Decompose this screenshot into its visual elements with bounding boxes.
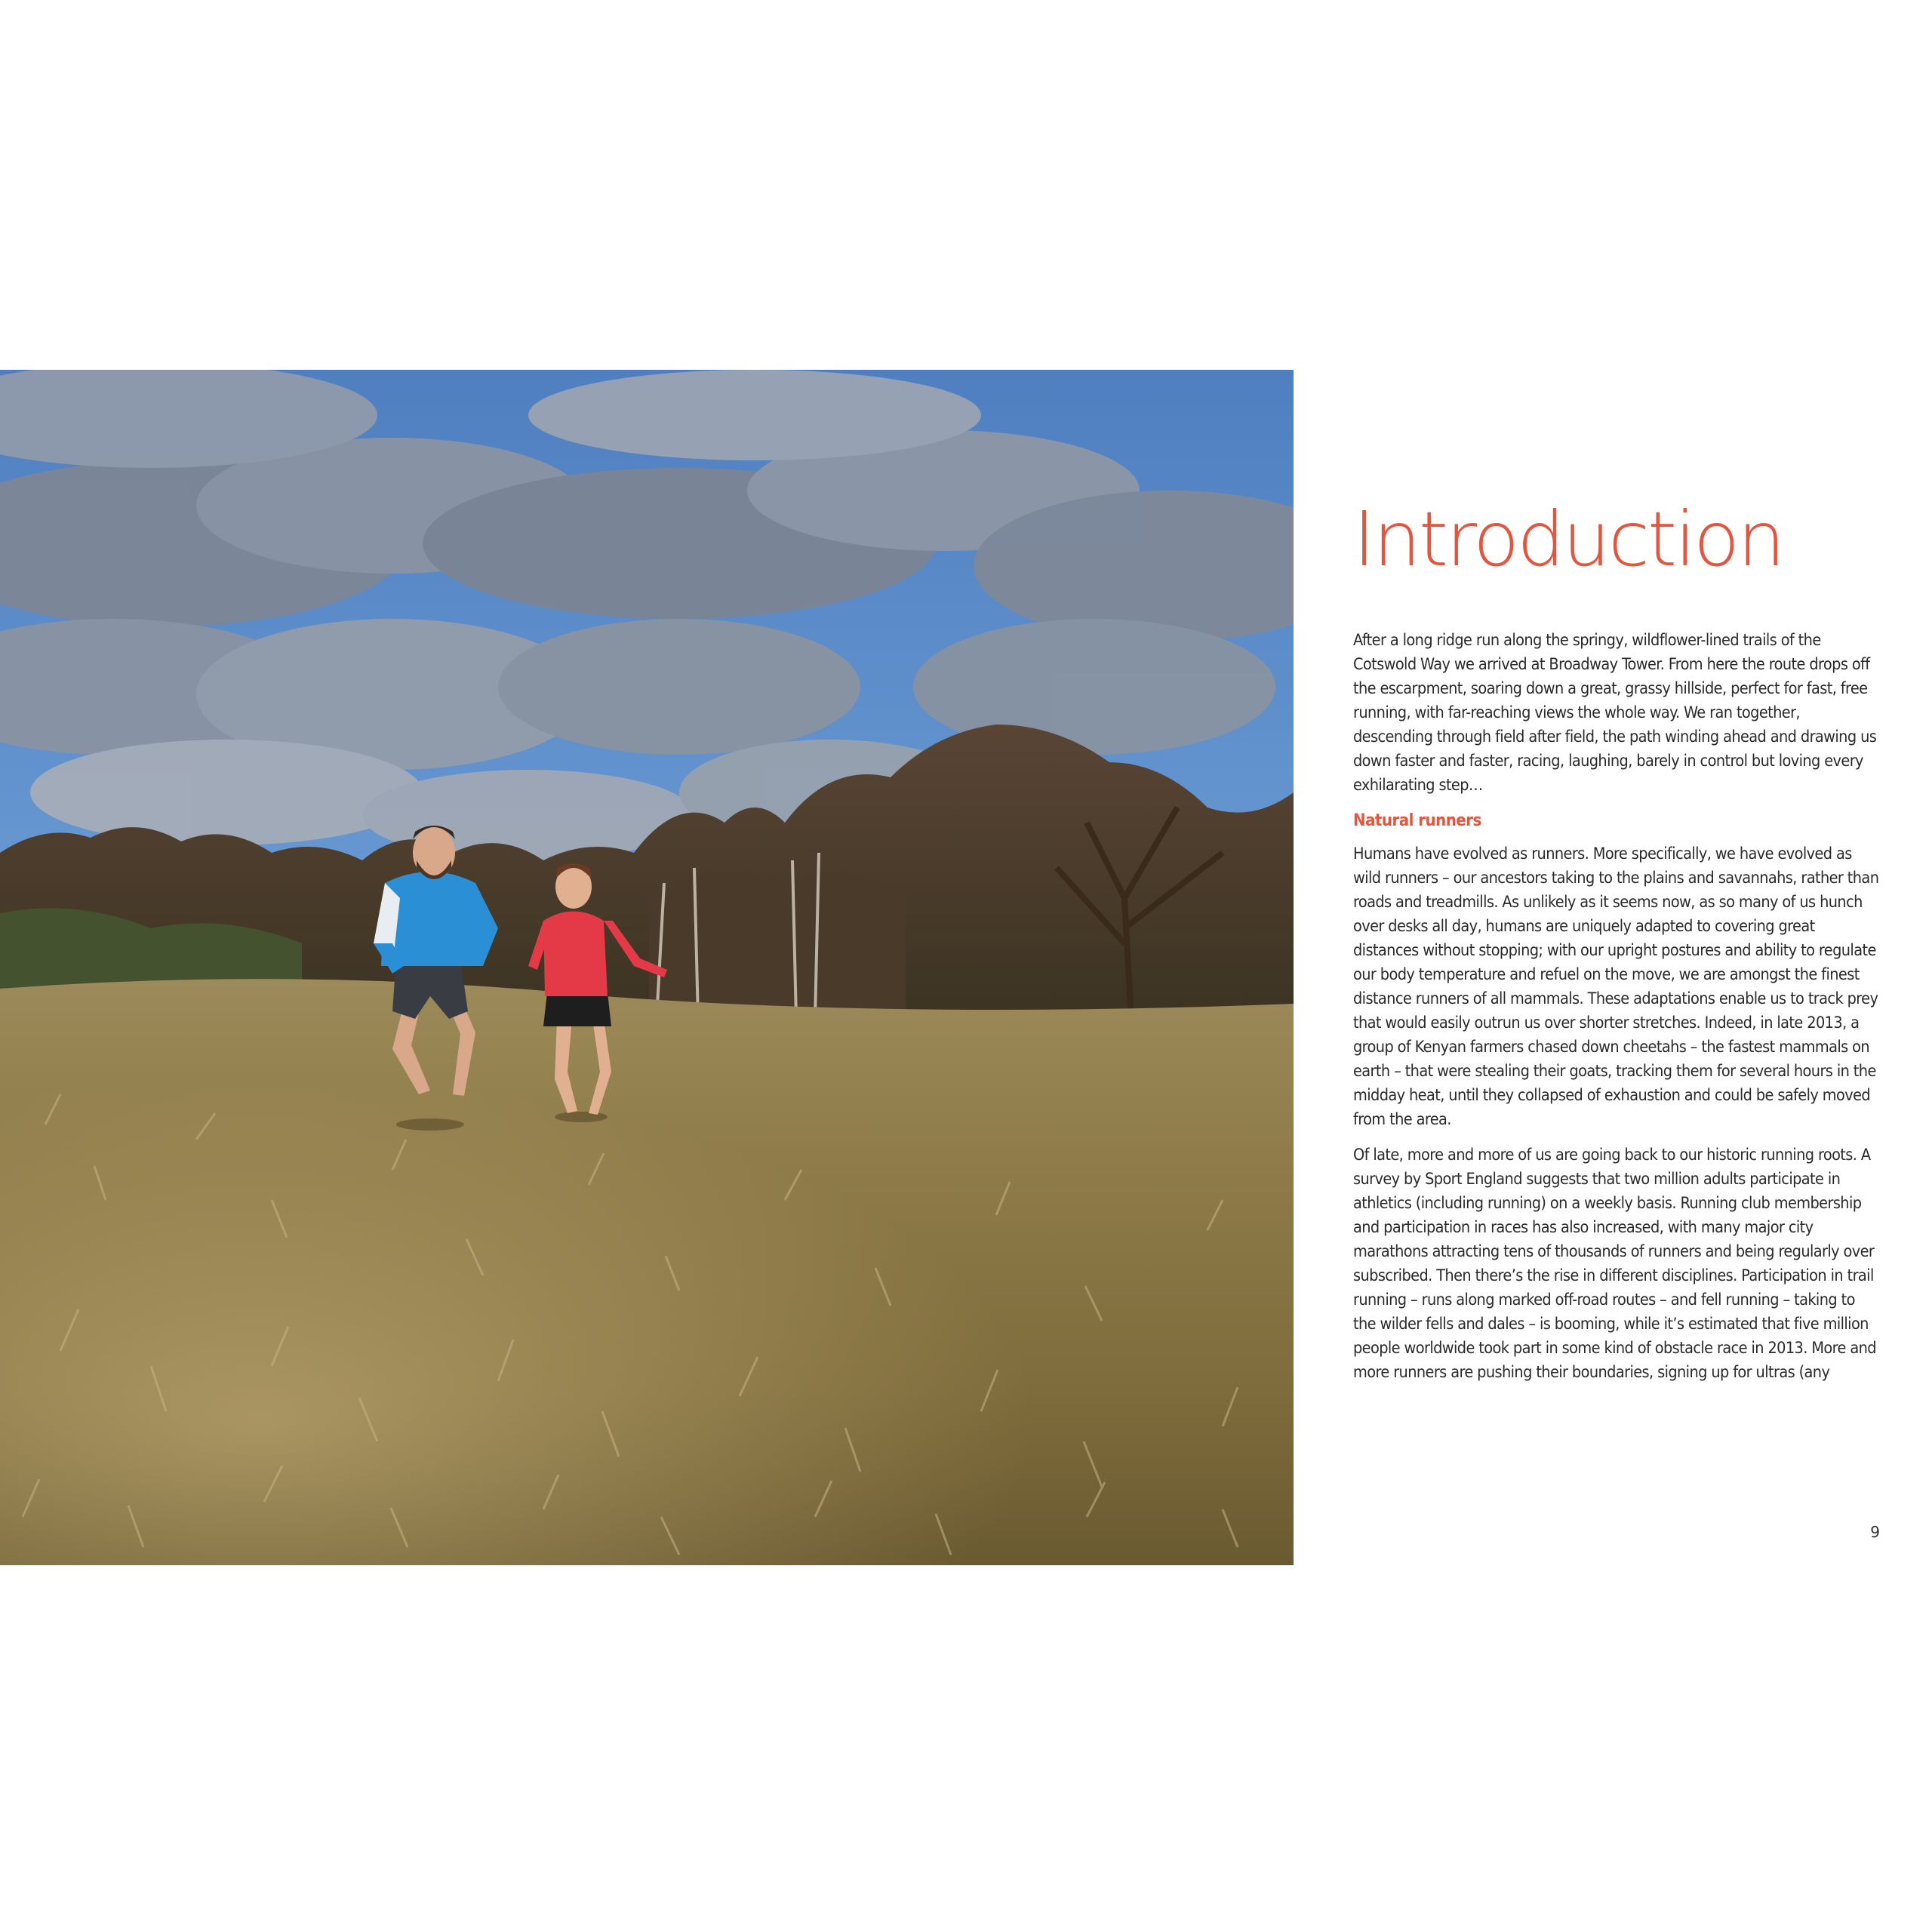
body-paragraph: Humans have evolved as runners. More specifically, we have evolved as wild runners – our ancestors taking to the plains and savannahs, rather than roads and treadmills. As unlikely as it seems now, as so many of us hunch over desks all day, humans are uniquely adapted to covering great distances without stopping; with our upright postures and ability to regulate our body temperature and refuel on the move, we are amongst the finest distance runners of all mammals. These adaptations enable us to track prey that would easily outrun us over shorter stretches. Indeed, in late 2013, a group of Kenyan farmers chased down cheetahs – the fastest mammals on earth – that were stealing their goats, tracking them for several hours in the midday heat, until they collapsed of exhaustion and could be safely moved from the area.	[1353, 844, 1879, 1129]
book-spread	[0, 370, 1932, 1565]
page-number: 9	[1870, 1523, 1880, 1541]
page-title: Introduction	[1353, 495, 1783, 583]
photo-illustration	[0, 370, 1294, 1565]
runners-photo	[0, 370, 1294, 1565]
intro-paragraph: After a long ridge run along the springy, wildflower-lined trails of the Cotswold Way we arrived at Broadway Tower. From here the route drops off the escarpment, soaring down a great, grassy hillside, perfect for fast, free running, with far-reaching views the whole way. We ran together, descending through field after field, the path winding ahead and drawing us down faster and faster, racing, laughing, barely in control but loving every exhilarating step…	[1353, 631, 1877, 795]
body-text	[1353, 629, 1881, 1396]
text-page	[1353, 370, 1881, 1565]
section-heading: Natural runners	[1353, 811, 1481, 830]
body-paragraph: Of late, more and more of us are going back to our historic running roots. A survey by Sport England suggests that two million adults participate in athletics (including running) on a weekly basis. Running club membership and participation in races has also increased, with many major city marathons attracting tens of thousands of runners and being regularly over subscribed. Then there’s the rise in different disciplines. Participation in trail running – runs along marked off-road routes – and fell running – taking to the wilder fells and dales – is booming, while it’s estimated that five million people worldwide took part in some kind of obstacle race in 2013. More and more runners are pushing their boundaries, signing up for ultras (any	[1353, 1146, 1876, 1382]
